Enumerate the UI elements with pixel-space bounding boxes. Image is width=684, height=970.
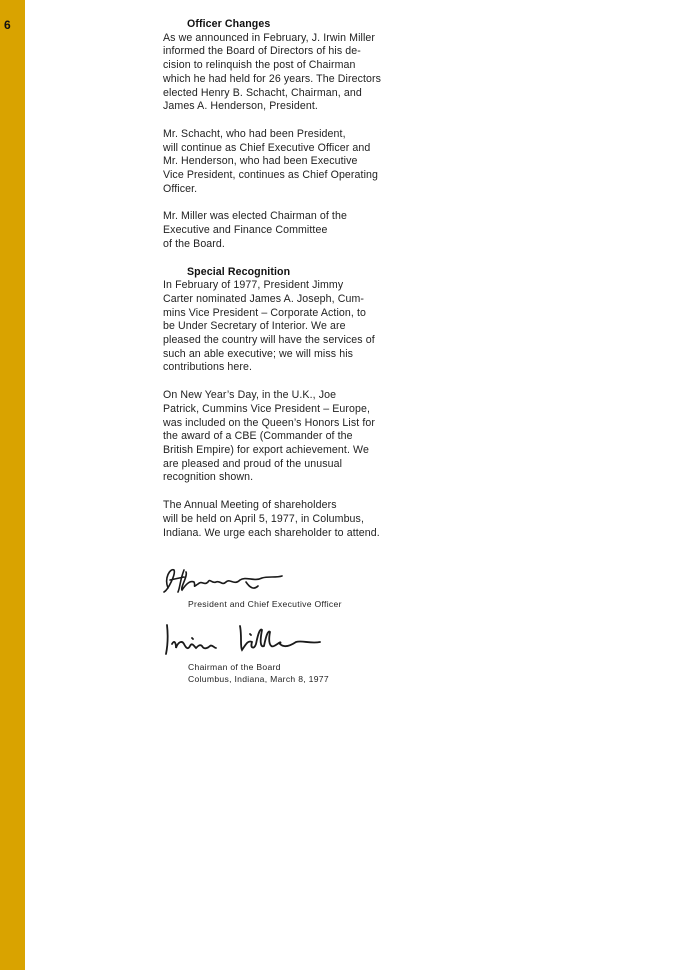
signature-chairman (150, 620, 330, 662)
signature-caption-president: President and Chief Executive Officer (188, 599, 342, 609)
annual-meeting-paragraph: The Annual Meeting of shareholders will be held on April 5, 1977, in Columbus, Indiana. We urge each shareholder to attend. (163, 499, 380, 539)
yellow-sidebar-strip (0, 0, 25, 970)
signature-president (150, 560, 300, 600)
special-recognition-paragraph-1: In February of 1977, President Jimmy Carter nominated James A. Joseph, Cum- mins Vice President – Corporate Action, to be Under Secretary of Interior. We are pleased the country will have the services of such an able executive; we will miss his contributions here. (163, 279, 375, 374)
officer-changes-heading: Officer Changes (187, 18, 271, 30)
officer-changes-paragraph-3: Mr. Miller was elected Chairman of the Executive and Finance Committee of the Board. (163, 210, 347, 250)
page-number: 6 (4, 18, 11, 32)
officer-changes-paragraph-2: Mr. Schacht, who had been President, will continue as Chief Executive Officer and Mr. Henderson, who had been Executive Vice President, continues as Chief Operating Officer. (163, 127, 379, 195)
special-recognition-paragraph-2: On New Year’s Day, in the U.K., Joe Patrick, Cummins Vice President – Europe, was included on the Queen’s Honors List for the award of a CBE (Commander of the British Empire) for export achievement. We are pleased and proud of the unusual recognition shown. (163, 389, 375, 484)
officer-changes-paragraph-1: As we announced in February, J. Irwin Miller informed the Board of Directors of his de- cision to relinquish the post of Chairman which he had held for 26 years. The Directors elected Henry B. Schacht, Chairman, and James A. Henderson, President. (163, 31, 382, 113)
letter-body (163, 18, 403, 554)
special-recognition-heading: Special Recognition (187, 265, 291, 278)
signature-caption-chairman: Chairman of the Board Columbus, Indiana, March 8, 1977 (188, 662, 329, 684)
